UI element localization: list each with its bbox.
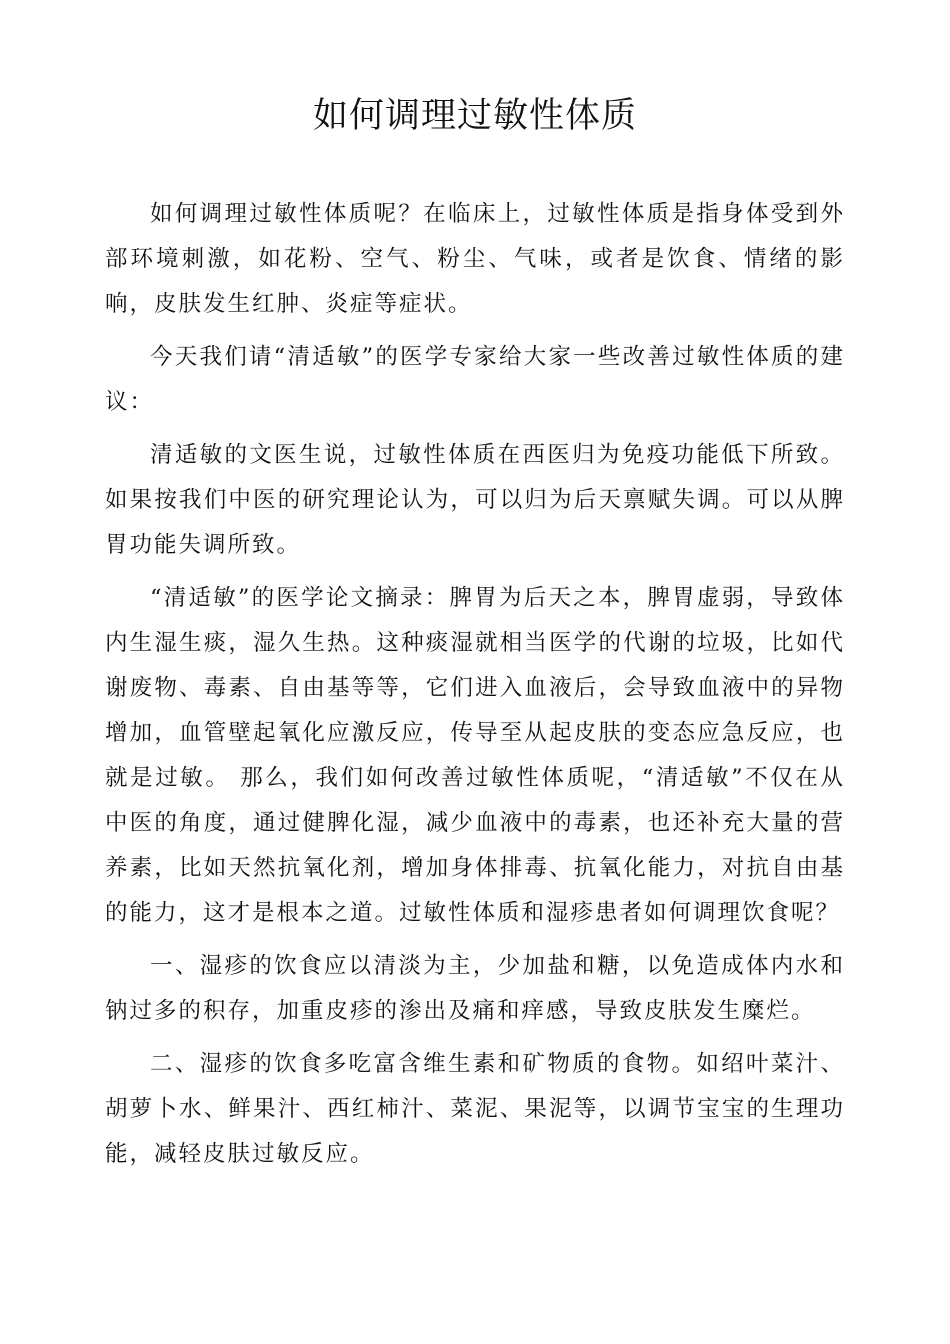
paragraph-intro: 如何调理过敏性体质呢？在临床上，过敏性体质是指身体受到外部环境刺激，如花粉、空气、粉尘、气味，或者是饮食、情绪的影响，皮肤发生红肿、炎症等症状。: [105, 201, 845, 317]
paragraph-diet-tip-1: 一、湿疹的饮食应以清淡为主，少加盐和糖，以免造成体内水和钠过多的积存，加重皮疹的渗出及痛和痒感，导致皮肤发生糜烂。: [105, 953, 845, 1024]
document-title: 如何调理过敏性体质: [312, 96, 637, 136]
paragraph-doctor-view: 清适敏的文医生说，过敏性体质在西医归为免疫功能低下所致。如果按我们中医的研究理论认为，可以归为后天禀赋失调。可以从脾胃功能失调所致。: [105, 442, 845, 558]
paragraph-paper-excerpt: “清适敏”的医学论文摘录：脾胃为后天之本，脾胃虚弱，导致体内生湿生痰，湿久生热。这种痰湿就相当医学的代谢的垃圾，比如代谢废物、毒素、自由基等等，它们进入血液后，会导致血液中的异物增加，血管壁起氧化应激反应，传导至从起皮肤的变态应急反应，也就是过敏。 那么，我们如何改善过敏性体质呢，“清适敏”不仅在从中医的角度，通过健脾化湿，减少血液中的毒素，也还补充大量的营养素，比如天然抗氧化剂，增加身体排毒、抗氧化能力，对抗自由基的能力，这才是根本之道。过敏性体质和湿疹患者如何调理饮食呢？: [105, 585, 845, 926]
paragraph-diet-tip-2: 二、湿疹的饮食多吃富含维生素和矿物质的食物。如绍叶菜汁、胡萝卜水、鲜果汁、西红柿汁、菜泥、果泥等，以调节宝宝的生理功能，减轻皮肤过敏反应。: [105, 1051, 845, 1167]
paragraph-expert-advice: 今天我们请“清适敏”的医学专家给大家一些改善过敏性体质的建议：: [105, 344, 845, 415]
